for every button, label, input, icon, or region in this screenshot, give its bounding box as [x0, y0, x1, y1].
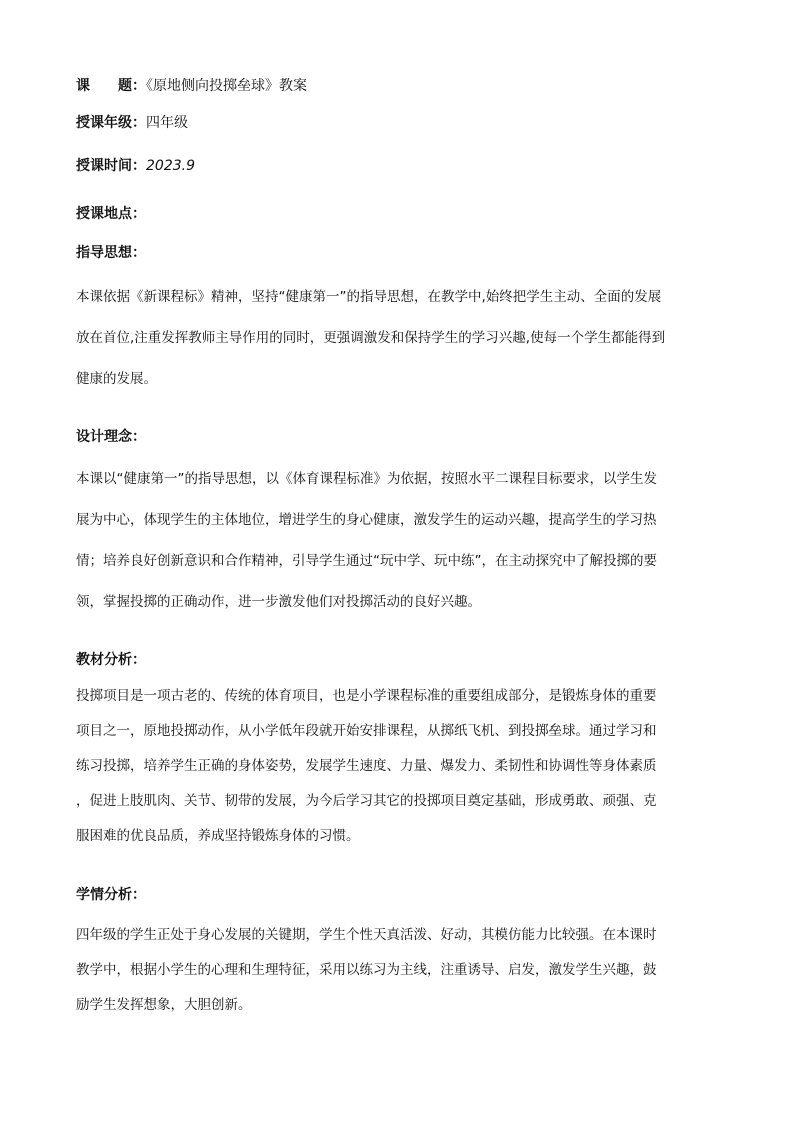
- students-heading: 学情分析：: [76, 887, 146, 903]
- topic-label: 课 题：: [76, 78, 146, 94]
- paragraph-line: 本课依据《新课程标》精神，坚持“健康第一”的指导思想，在教学中,始终把学生主动、全面的发展: [76, 289, 662, 305]
- paragraph-line: 服困难的优良品质，养成坚持锻炼身体的习惯。: [76, 828, 360, 844]
- grade-label: 授课年级：: [76, 115, 146, 131]
- paragraph-line: 投掷项目是一项古老的、传统的体育项目，也是小学课程标准的重要组成部分，是锻炼身体的重要: [76, 688, 657, 704]
- paragraph-line: 四年级的学生正处于身心发展的关键期，学生个性天真活泼、好动，其模仿能力比较强。在本课时: [76, 927, 657, 943]
- paragraph-line: 练习投掷，培养学生正确的身体姿势，发展学生速度、力量、爆发力、柔韧性和协调性等身体素质: [76, 758, 657, 774]
- grade-value: 四年级: [146, 115, 188, 131]
- time-label: 授课时间：: [76, 158, 146, 174]
- place-line: [76, 204, 146, 224]
- design-heading: 设计理念：: [76, 429, 146, 445]
- material-heading: 教材分析：: [76, 652, 146, 668]
- time-value: 2023.9: [146, 158, 195, 174]
- students-paragraph: [76, 925, 718, 1030]
- paragraph-line: 展为中心，体现学生的主体地位，增进学生的身心健康，激发学生的运动兴趣，提高学生的学习热: [76, 512, 657, 528]
- time-line: [76, 156, 195, 176]
- paragraph-line: 健康的发展。: [76, 371, 157, 387]
- topic-line: [76, 76, 307, 96]
- paragraph-line: 放在首位,注重发挥教师主导作用的同时，更强调激发和保持学生的学习兴趣,使每一个学生都能得到: [76, 330, 666, 346]
- guiding-heading: 指导思想：: [76, 245, 146, 261]
- paragraph-line: 本课以“健康第一”的指导思想，以《体育课程标准》为依据，按照水平二课程目标要求，以学生发: [76, 471, 657, 487]
- paragraph-line: ，促进上肢肌肉、关节、韧带的发展，为今后学习其它的投掷项目奠定基础，形成勇敢、顽强、克: [76, 793, 657, 809]
- material-paragraph: [76, 686, 718, 861]
- topic-value: 《原地侧向投掷垒球》教案: [146, 78, 307, 94]
- grade-line: [76, 113, 188, 133]
- place-label: 授课地点：: [76, 206, 146, 222]
- design-paragraph: [76, 469, 718, 633]
- paragraph-line: 励学生发挥想象，大胆创新。: [76, 997, 252, 1013]
- paragraph-line: 教学中，根据小学生的心理和生理特征，采用以练习为主线，注重诱导、启发，激发学生兴趣，鼓: [76, 962, 657, 978]
- paragraph-line: 领，掌握投掷的正确动作，进一步激发他们对投掷活动的良好兴趣。: [76, 594, 481, 610]
- paragraph-line: 项目之一，原地投掷动作，从小学低年段就开始安排课程，从掷纸飞机、到投掷垒球。通过学习和: [76, 723, 657, 739]
- paragraph-line: 情；培养良好创新意识和合作精神，引导学生通过“玩中学、玩中练”，在主动探究中了解投掷的要: [76, 553, 657, 569]
- guiding-paragraph: [76, 287, 718, 410]
